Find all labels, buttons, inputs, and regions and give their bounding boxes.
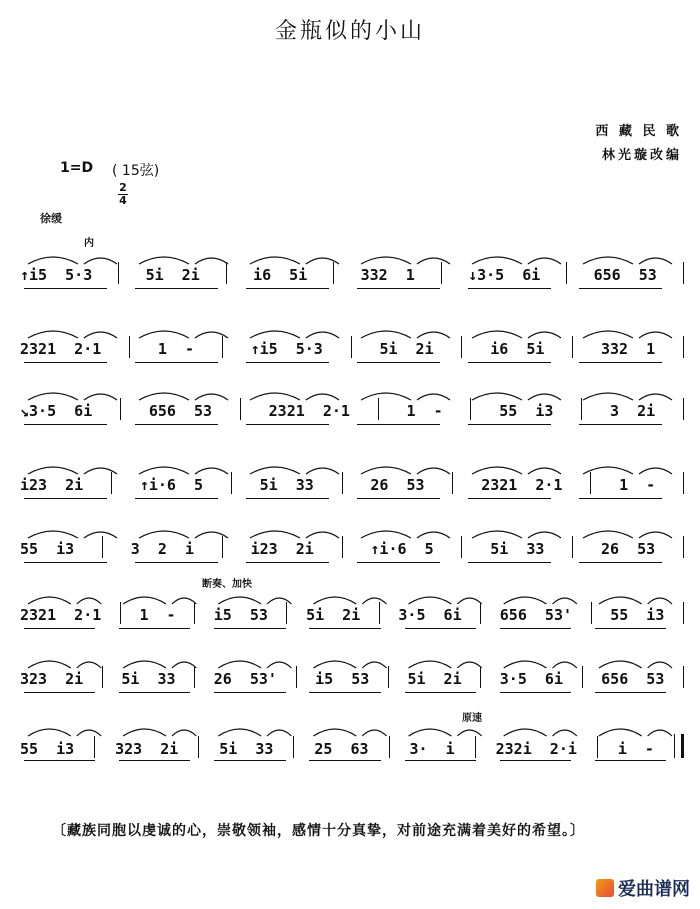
beam-underline [579, 562, 662, 563]
slur [639, 468, 672, 474]
slur [139, 331, 189, 338]
slur [583, 257, 633, 264]
measure: 3·5 6i [398, 606, 462, 624]
slur [195, 394, 228, 400]
slur [84, 332, 117, 338]
beam-underline [24, 424, 107, 425]
slur [139, 531, 189, 538]
slur-marks [18, 522, 684, 542]
slur [250, 467, 300, 474]
arranger-credit: 林光璇改编 [601, 148, 682, 163]
slur [195, 332, 228, 338]
slur [172, 662, 196, 668]
beam-underline [309, 760, 380, 761]
slur [84, 394, 117, 400]
measure: 2321 2·1 [20, 340, 102, 358]
slur [472, 531, 522, 538]
slur [250, 393, 300, 400]
slur [599, 661, 642, 668]
return-tempo-mark: 原速 [462, 713, 482, 724]
measure: 656 53' [499, 606, 573, 624]
score-row [18, 384, 684, 428]
slur [77, 662, 101, 668]
beam-underline [357, 498, 440, 499]
measure: 5i 2i [407, 670, 462, 688]
slur [417, 332, 450, 338]
beam-underline [468, 288, 551, 289]
slur [639, 394, 672, 400]
slur [28, 467, 78, 474]
slur [267, 730, 291, 736]
beam-underline [357, 362, 440, 363]
slur [409, 661, 452, 668]
beam-underline [24, 288, 107, 289]
measure: i6 5i [253, 266, 308, 284]
time-signature-top: 2 [119, 181, 127, 194]
slur [472, 257, 522, 264]
measure: i23 2i [20, 476, 84, 494]
measure: 55 i3 [20, 540, 75, 558]
measure: ↑i·6 5 [139, 476, 204, 494]
measure: 656 53 [593, 266, 657, 284]
slur [583, 531, 633, 538]
beam-underline [135, 288, 218, 289]
measure: 55 i3 [20, 740, 75, 758]
slur [28, 531, 78, 538]
beam-underline [246, 362, 329, 363]
slur [362, 730, 386, 736]
slur [457, 662, 481, 668]
slur-marks [18, 720, 684, 740]
slur [77, 598, 101, 604]
slur [599, 729, 642, 736]
time-signature-bottom: 4 [119, 194, 127, 207]
slur [123, 661, 166, 668]
measure: 25 63 [314, 740, 369, 758]
measure: 5i 33 [259, 476, 314, 494]
measure: 2321 2·1 [20, 606, 102, 624]
beam-underline [214, 628, 285, 629]
inner-mark: 内 [84, 238, 94, 249]
beam-underline [246, 424, 329, 425]
beam-underline [135, 562, 218, 563]
slur [28, 661, 71, 668]
measure: ↓3·5 6i [468, 266, 541, 284]
beam-underline [24, 628, 95, 629]
slur [139, 257, 189, 264]
beam-underline [24, 562, 107, 563]
measure: 26 53 [601, 540, 656, 558]
measure: i5 53 [213, 606, 268, 624]
measure: 656 53 [601, 670, 665, 688]
beam-underline [500, 628, 571, 629]
measure: 5i 2i [145, 266, 200, 284]
measure: ↑i5 5·3 [20, 266, 93, 284]
measure: 323 2i [115, 740, 179, 758]
measure: 1 - [157, 340, 194, 358]
song-origin: 西 藏 民 歌 [595, 124, 682, 139]
slur [504, 661, 547, 668]
beam-underline [595, 628, 666, 629]
slur [267, 598, 291, 604]
slur-marks [18, 588, 684, 608]
tempo-marking: 徐缓 [40, 212, 62, 225]
score-row [18, 458, 684, 502]
measure: ↑i5 5·3 [250, 340, 323, 358]
slur [250, 531, 300, 538]
measure: 5i 33 [121, 670, 176, 688]
slur [306, 258, 339, 264]
measure: i23 2i [250, 540, 314, 558]
slur [172, 598, 196, 604]
slur-marks [18, 384, 684, 404]
measure: i - [617, 740, 654, 758]
slur-marks [18, 322, 684, 342]
slur [313, 729, 356, 736]
slur-marks [18, 458, 684, 478]
slur [28, 729, 71, 736]
slur [218, 597, 261, 604]
slur [28, 597, 71, 604]
slur [139, 467, 189, 474]
slur [639, 332, 672, 338]
beam-underline [309, 628, 380, 629]
measure: 656 53 [148, 402, 213, 420]
beam-underline [468, 362, 551, 363]
beam-underline [119, 692, 190, 693]
slur [306, 394, 339, 400]
slur [123, 597, 166, 604]
slur [84, 468, 117, 474]
beam-underline [214, 760, 285, 761]
slur [361, 257, 411, 264]
beam-underline [246, 288, 329, 289]
slur [648, 598, 672, 604]
slur [639, 532, 672, 538]
measure: 232i 2·i [495, 740, 577, 758]
slur [195, 258, 228, 264]
slur [313, 661, 356, 668]
measure: 2321 2·1 [268, 402, 350, 420]
beam-underline [579, 498, 662, 499]
measure: 332 1 [360, 266, 415, 284]
slur [362, 662, 386, 668]
beam-underline [595, 760, 666, 761]
measure: 2321 2·1 [481, 476, 563, 494]
slur [553, 662, 577, 668]
slur [583, 393, 633, 400]
measure: 26 53' [213, 670, 277, 688]
slur-marks [18, 652, 684, 672]
slur [417, 258, 450, 264]
slur [639, 258, 672, 264]
measure: 3 2i [610, 402, 656, 420]
measure: 3·5 6i [499, 670, 563, 688]
measure: 1 - [139, 606, 176, 624]
beam-underline [24, 362, 107, 363]
measure: 26 53 [370, 476, 425, 494]
beam-underline [579, 288, 662, 289]
slur [417, 468, 450, 474]
beam-underline [24, 498, 107, 499]
slur [417, 532, 450, 538]
measure: 5i 2i [306, 606, 361, 624]
slur [528, 468, 561, 474]
beam-underline [119, 628, 190, 629]
music-note-icon [596, 879, 614, 897]
measure: 3· i [409, 740, 455, 758]
time-signature [116, 182, 130, 207]
beam-underline [246, 498, 329, 499]
measure: 5i 33 [219, 740, 274, 758]
measure: 332 1 [601, 340, 656, 358]
beam-underline [357, 288, 440, 289]
measure: 323 2i [20, 670, 84, 688]
slur [553, 598, 577, 604]
score-title: 金瓶似的小山 [274, 19, 425, 44]
beam-underline [468, 424, 551, 425]
beam-underline [579, 362, 662, 363]
slur [599, 597, 642, 604]
measure: ↘3·5 6i [20, 402, 93, 420]
beam-underline [579, 424, 662, 425]
slur [361, 531, 411, 538]
slur [218, 729, 261, 736]
beam-underline [405, 628, 476, 629]
slur [123, 729, 166, 736]
slur [417, 394, 450, 400]
measure: 5i 2i [379, 340, 434, 358]
slur [28, 393, 78, 400]
slur [195, 468, 228, 474]
measure: 55 i3 [499, 402, 554, 420]
beam-underline [24, 692, 95, 693]
slur [648, 730, 672, 736]
score-row [18, 322, 684, 366]
instrument-note: ( 15弦) [112, 163, 160, 179]
slur [528, 258, 561, 264]
beam-underline [468, 498, 551, 499]
measure: ↑i·6 5 [370, 540, 434, 558]
beam-underline [119, 760, 190, 761]
beam-underline [357, 424, 440, 425]
measure: 5i 33 [490, 540, 545, 558]
slur [528, 332, 561, 338]
slur [361, 393, 411, 400]
slur [84, 532, 117, 538]
slur [583, 467, 633, 474]
beam-underline [357, 562, 440, 563]
slur [28, 331, 78, 338]
slur [306, 468, 339, 474]
measure: 1 - [406, 402, 443, 420]
slur [648, 662, 672, 668]
slur [250, 331, 300, 338]
beam-underline [500, 692, 571, 693]
slur [195, 532, 228, 538]
beam-underline [405, 760, 476, 761]
watermark-logo [596, 875, 690, 901]
key-signature: 1=D [60, 160, 94, 176]
score-row [18, 588, 684, 632]
slur [504, 597, 547, 604]
measure: 55 i3 [610, 606, 665, 624]
slur [218, 661, 261, 668]
slur [553, 730, 577, 736]
footer-note: 〔藏族同胞以虔诚的心，崇敬领袖，感情十分真挚，对前途充满着美好的希望。〕 [52, 823, 585, 839]
beam-underline [135, 362, 218, 363]
measure: i6 5i [490, 340, 545, 358]
score-row [18, 652, 684, 696]
slur [267, 662, 291, 668]
slur-marks [18, 248, 684, 268]
beam-underline [468, 562, 551, 563]
beam-underline [214, 692, 285, 693]
beam-underline [309, 692, 380, 693]
slur [472, 393, 522, 400]
measure: 1 - [619, 476, 656, 494]
score-row [18, 720, 684, 764]
score-row [18, 248, 684, 292]
slur [528, 532, 561, 538]
slur [306, 532, 339, 538]
slur [457, 730, 481, 736]
slur [139, 393, 189, 400]
slur [361, 467, 411, 474]
slur [77, 730, 101, 736]
slur [361, 331, 411, 338]
score-row [18, 522, 684, 566]
slur [504, 729, 547, 736]
beam-underline [135, 424, 218, 425]
slur [28, 257, 78, 264]
slur [84, 258, 117, 264]
beam-underline [246, 562, 329, 563]
section-tempo-mark: 断奏、加快 [202, 579, 252, 590]
slur [313, 597, 356, 604]
beam-underline [405, 692, 476, 693]
slur [409, 597, 452, 604]
beam-underline [24, 760, 95, 761]
watermark-text: 爱曲谱网 [618, 879, 690, 900]
beam-underline [595, 692, 666, 693]
slur [583, 331, 633, 338]
measure: i5 53 [315, 670, 370, 688]
slur [172, 730, 196, 736]
slur [528, 394, 561, 400]
slur [362, 598, 386, 604]
beam-underline [500, 760, 571, 761]
slur [472, 467, 522, 474]
slur [306, 332, 339, 338]
slur [409, 729, 452, 736]
slur [472, 331, 522, 338]
beam-underline [135, 498, 218, 499]
measure: 3 2 i [130, 540, 194, 558]
slur [250, 257, 300, 264]
slur [457, 598, 481, 604]
